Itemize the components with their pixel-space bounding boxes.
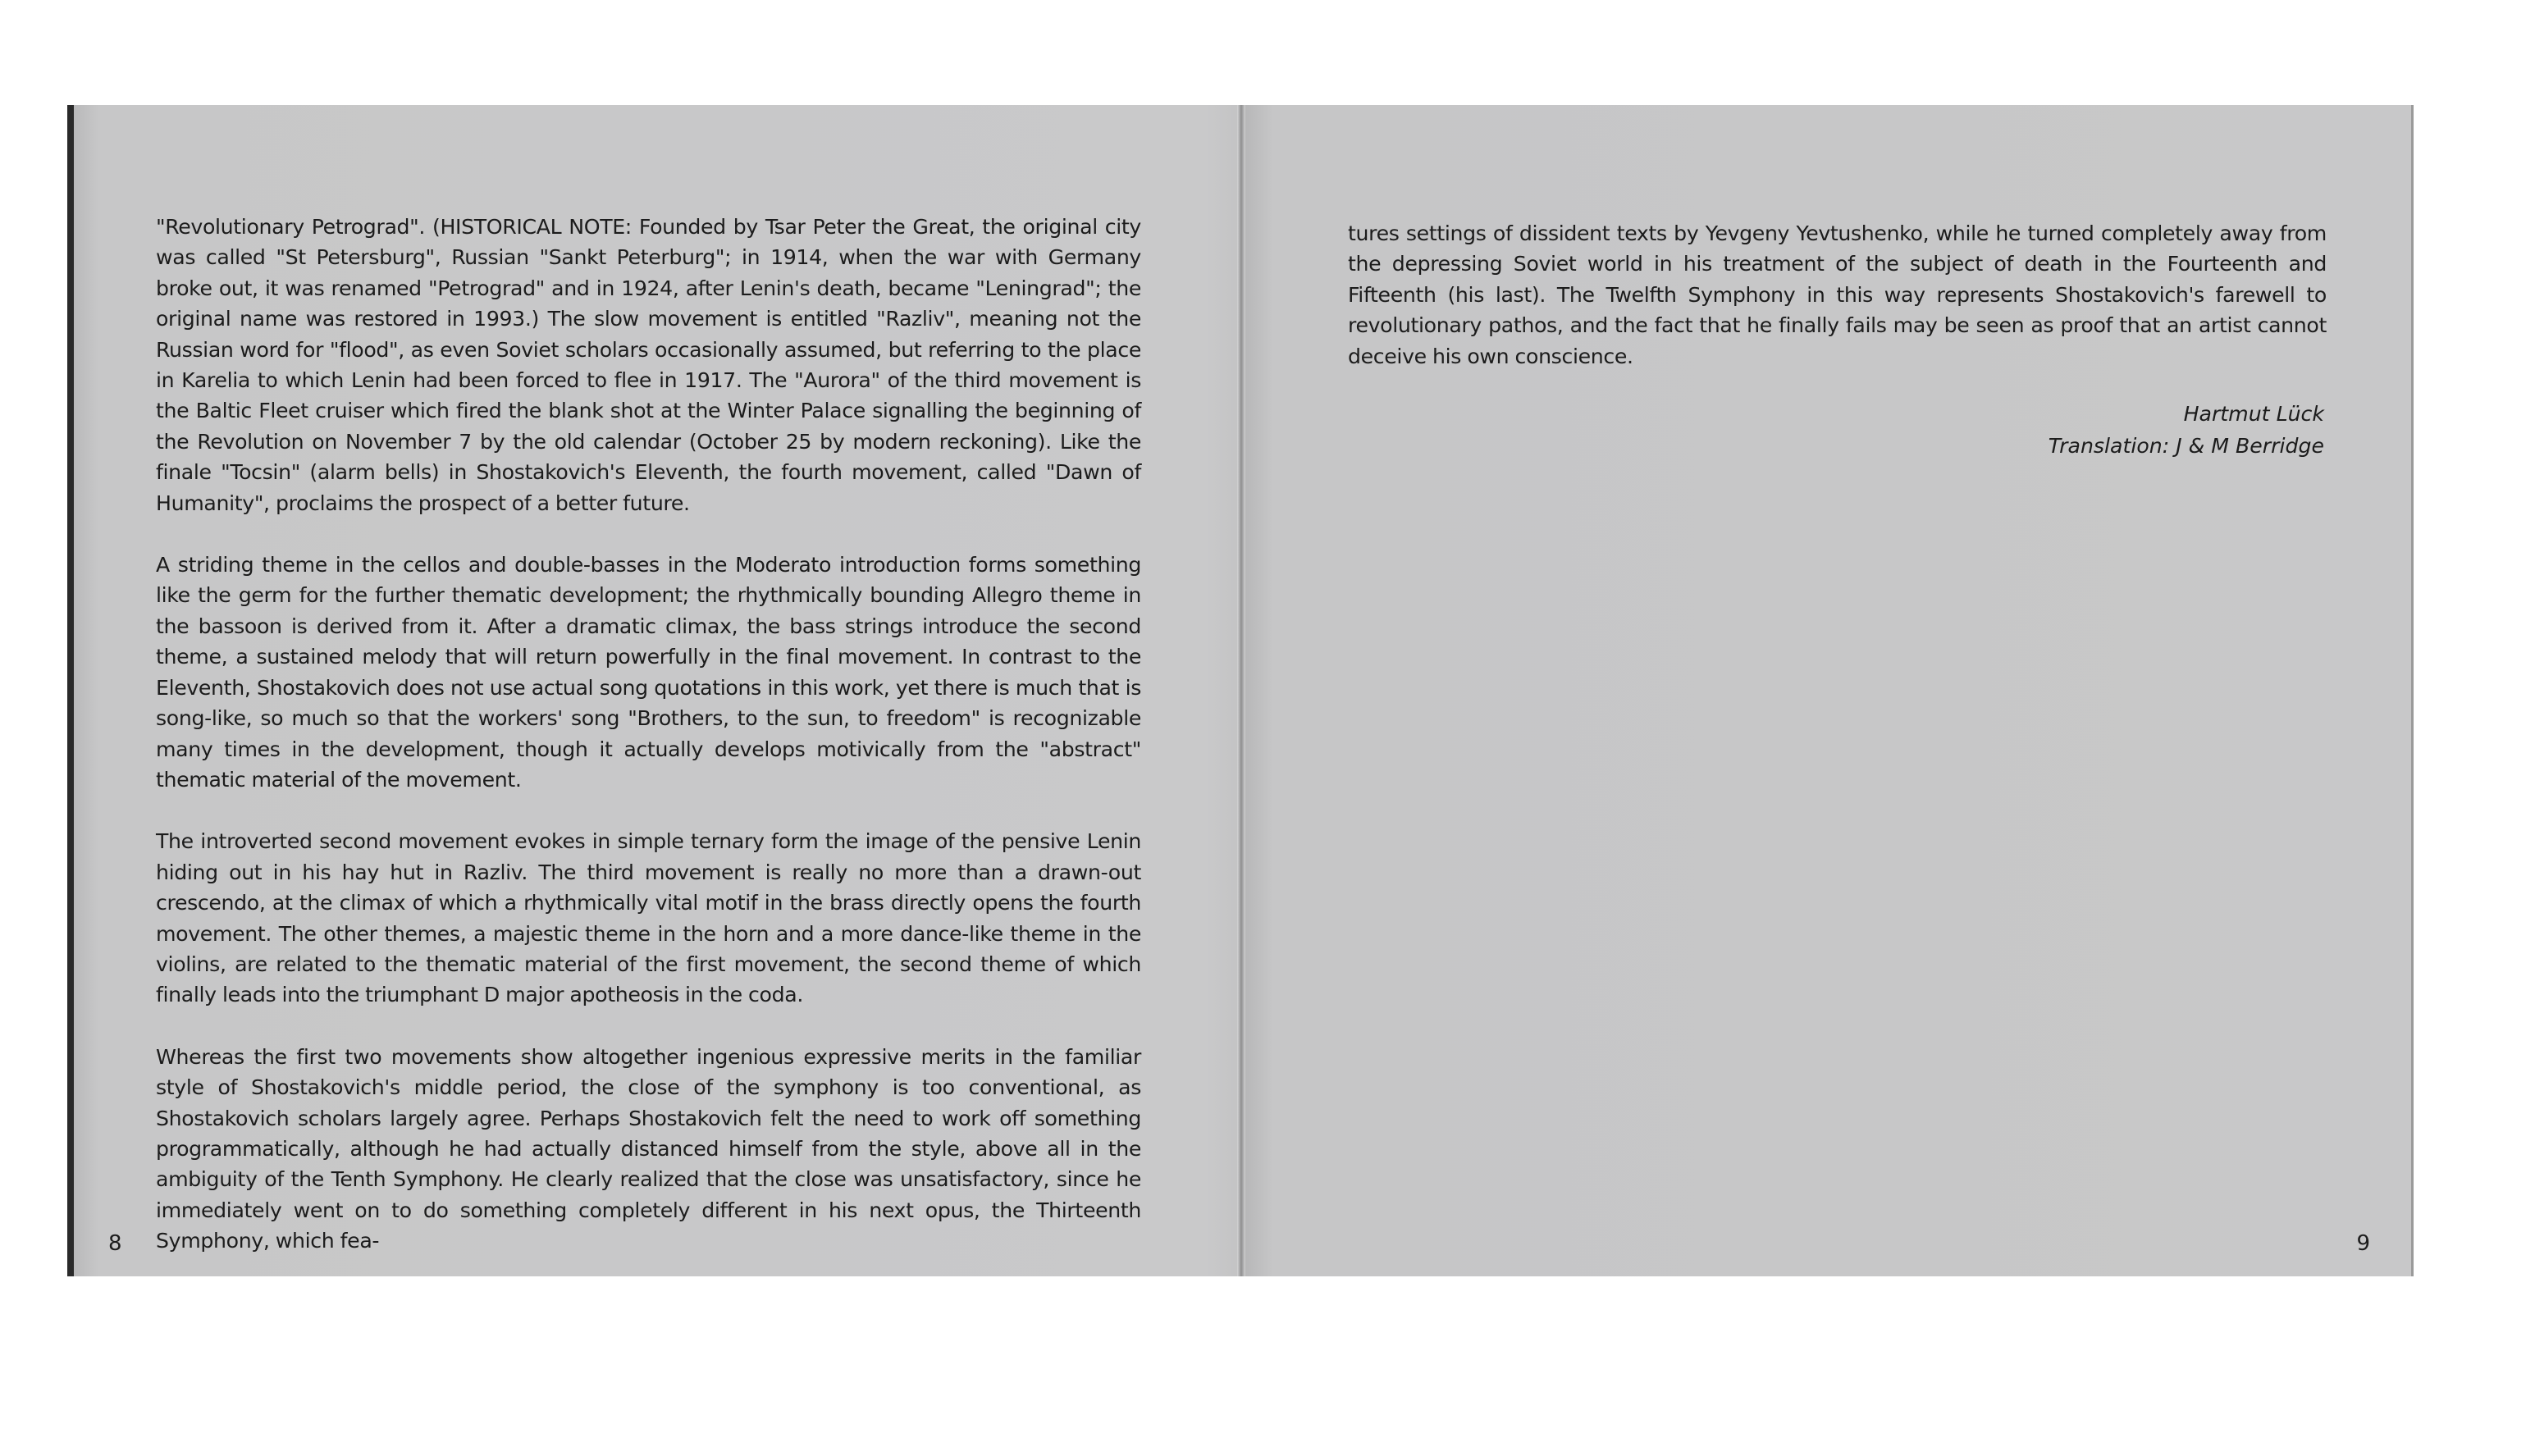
spine-fold: [1237, 105, 1245, 1276]
page-number-left: 8: [108, 1231, 122, 1256]
paragraph: tures settings of dissident texts by Yevgeny Yevtushenko, while he turned completely away from the depressing Soviet world in his treatment of the subject of death in the Fourteenth and Fifteenth (his last). The Twelfth Symphony in this way represents Shostakovich's farewell to revolutionary pathos, and the fact that he finally fails may be seen as proof that an artist cannot deceive his own conscience.: [1348, 221, 2327, 368]
paragraph: "Revolutionary Petrograd". (HISTORICAL NOTE: Founded by Tsar Peter the Great, the original city was called "St Petersburg", Russian "Sankt Peterburg"; in 1914, when the war with Germany broke out, it was renamed "Petrograd" and in 1924, after Lenin's death, became "Leningrad"; the original name was restored in 1993.) The slow movement is entitled "Razliv", meaning not the Russian word for "flood", as even Soviet scholars occasionally assumed, but referring to the place in Karelia to which Lenin had been forced to flee in 1917. The "Aurora" of the third movement is the Baltic Fleet cruiser which fired the blank shot at the Winter Palace signalling the beginning of the Revolution on November 7 by the old calendar (October 25 by modern reckoning). Like the finale "Tocsin" (alarm bells) in Shostakovich's Eleventh, the fourth movement, called "Dawn of Humanity", proclaims the prospect of a better future.: [156, 215, 1141, 515]
page-number-right: 9: [2356, 1231, 2370, 1256]
author-credit: [2049, 398, 2324, 462]
right-page: [1240, 105, 2414, 1276]
booklet-spread: [67, 105, 2414, 1276]
right-page-text: [1348, 218, 2327, 403]
author-name: Hartmut Lück: [2183, 402, 2324, 426]
translation-credit: Translation: J & M Berridge: [2048, 434, 2324, 458]
left-page: [67, 105, 1240, 1276]
paragraph: Whereas the first two movements show altogether ingenious expressive merits in the familiar style of Shostakovich's middle period, the close of the symphony is too conventional, as Shostakovich scholars largely agree. Perhaps Shostakovich felt the need to work off something programmatically, although he had actually distanced himself from the style, above all in the ambiguity of the Tenth Symphony. He clearly realized that the close was unsatisfactory, since he immediately went on to do something completely different in his next opus, the Thirteenth Symphony, which fea-: [156, 1044, 1141, 1253]
left-page-text: [156, 212, 1141, 1288]
paragraph: The introverted second movement evokes in simple ternary form the image of the pensive Lenin hiding out in his hay hut in Razliv. The third movement is really no more than a drawn-out crescendo, at the climax of which a rhythmically vital motif in the brass directly opens the fourth movement. The other themes, a majestic theme in the horn and a more dance-like theme in the violins, are related to the thematic material of the first movement, the second theme of which finally leads into the triumphant D major apotheosis in the coda.: [156, 829, 1141, 1007]
paragraph: A striding theme in the cellos and double-basses in the Moderato introduction forms something like the germ for the further thematic development; the rhythmically bounding Allegro theme in the bassoon is derived from it. After a dramatic climax, the bass strings introduce the second theme, a sustained melody that will return powerfully in the final movement. In contrast to the Eleventh, Shostakovich does not use actual song quotations in this work, yet there is much that is song-like, so much so that the workers' song "Brothers, to the sun, to freedom" is recognizable many times in the development, though it actually develops motivically from the "abstract" thematic material of the movement.: [156, 553, 1141, 792]
